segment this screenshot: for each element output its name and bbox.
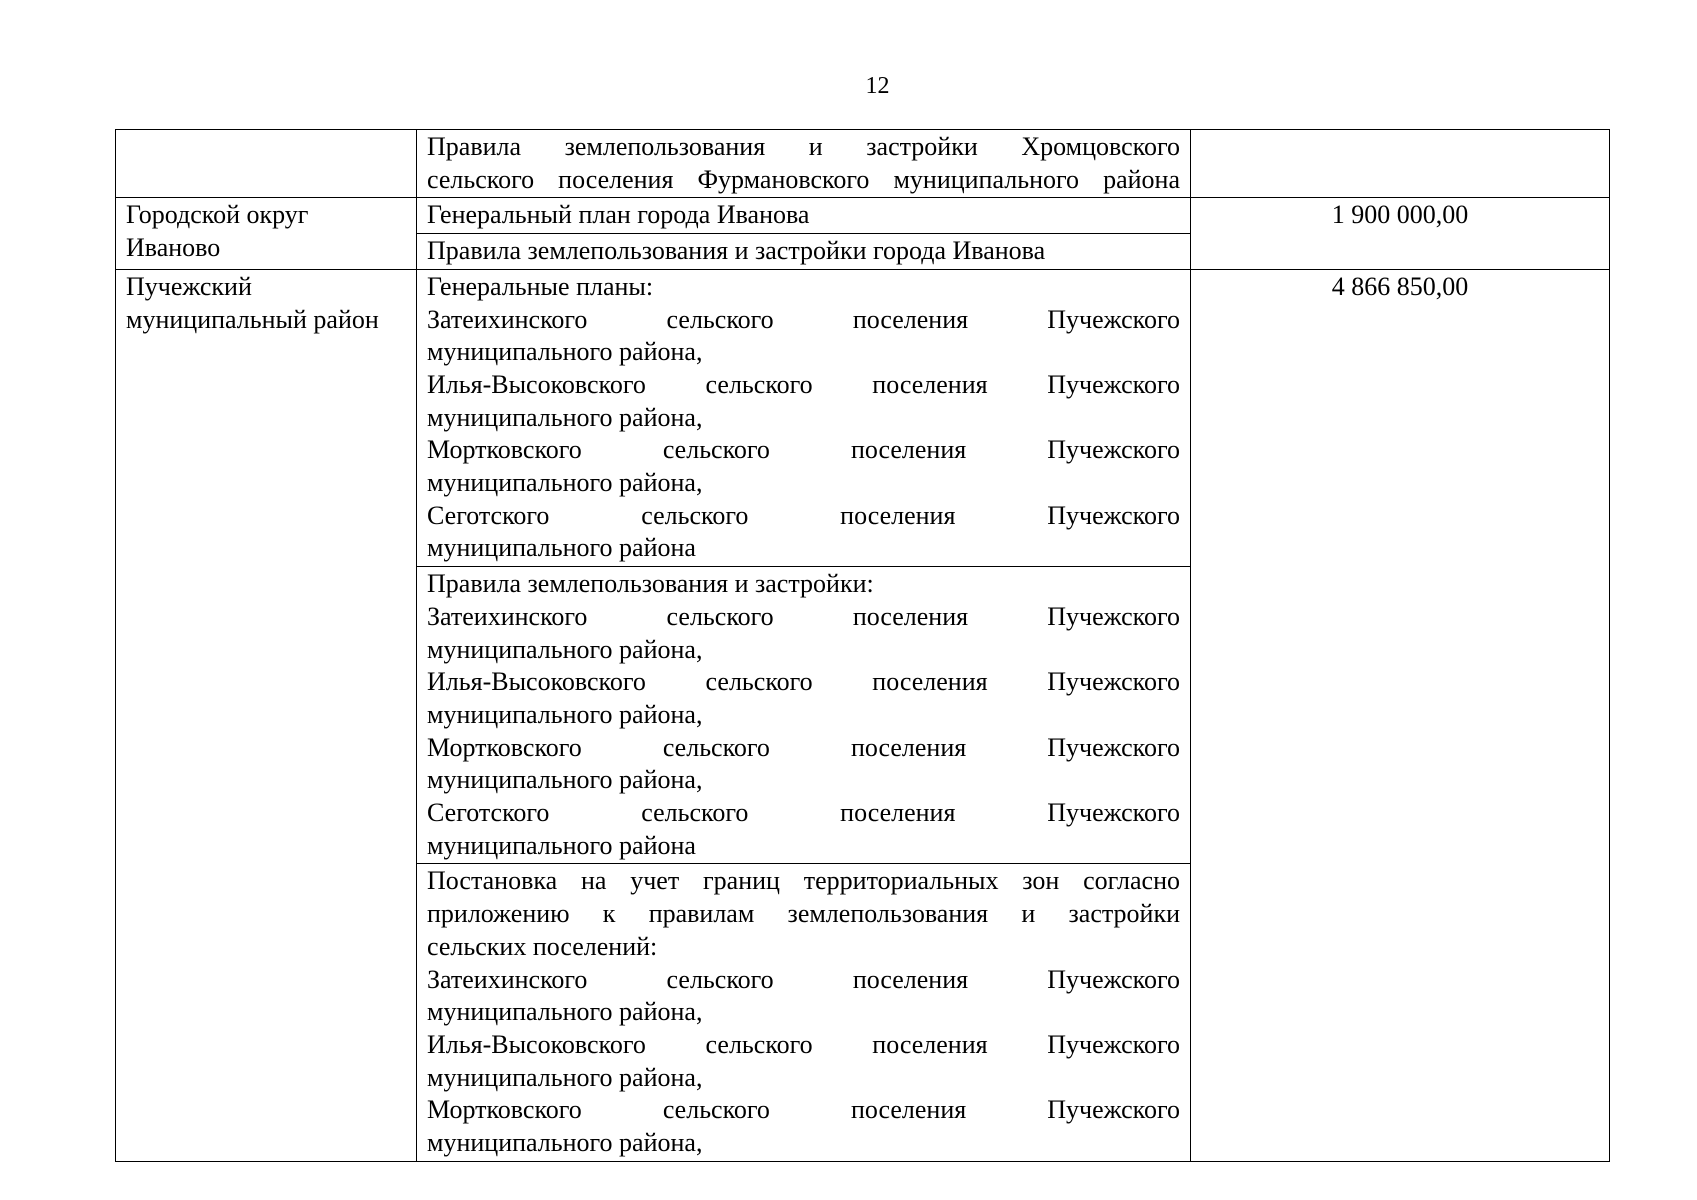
table-cell-document <box>417 567 1191 864</box>
document-line: муниципального района, <box>427 402 703 432</box>
document-line: Правила землепользования и застройки города Иванова <box>427 236 1046 266</box>
table-cell-region <box>116 198 417 269</box>
document-line: Затеихинского сельского поселения Пучежского <box>427 304 1180 334</box>
table-row <box>116 269 1610 566</box>
table-cell-amount <box>1191 130 1610 198</box>
document-line: Мортковского сельского поселения Пучежского <box>427 1095 1180 1125</box>
amount-value: 4 866 850,00 <box>1331 271 1469 301</box>
document-line: Генеральный план города Иванова <box>427 200 810 230</box>
document-line: Илья-Высоковского сельского поселения Пучежского <box>427 1029 1180 1059</box>
table-cell-region <box>116 269 417 1161</box>
document-line: Мортковского сельского поселения Пучежского <box>427 732 1180 762</box>
region-name: Городской округ Иваново <box>126 200 309 263</box>
amount-value: 1 900 000,00 <box>1331 200 1469 230</box>
document-line: Илья-Высоковского сельского поселения Пучежского <box>427 369 1180 399</box>
document-line: муниципального района, <box>427 634 703 664</box>
table-cell-region <box>116 130 417 198</box>
document-heading: Генеральные планы: <box>427 271 654 301</box>
table-cell-document <box>417 234 1191 270</box>
page-number: 12 <box>865 73 890 99</box>
table-cell-document <box>417 864 1191 1161</box>
document-line: Сеготского сельского поселения Пучежского <box>427 798 1180 828</box>
document-heading: Постановка на учет границ территориальных зон согласно <box>427 866 1180 896</box>
document-line: сельского поселения Фурмановского муниципального района <box>427 164 1180 194</box>
document-line: муниципального района, <box>427 765 703 795</box>
region-name: Пучежский муниципальный район <box>126 271 379 334</box>
document-line: Илья-Высоковского сельского поселения Пучежского <box>427 667 1180 697</box>
document-heading: сельских поселений: <box>427 931 658 961</box>
table-row <box>116 130 1610 198</box>
document-heading: приложению к правилам землепользования и застройки <box>427 899 1180 929</box>
table-row <box>116 198 1610 234</box>
document-line: муниципального района, <box>427 468 703 498</box>
document-line: Правила землепользования и застройки Хромцовского <box>427 132 1180 161</box>
document-line: муниципального района, <box>427 337 703 367</box>
table-cell-amount <box>1191 269 1610 1161</box>
document-line: муниципального района, <box>427 1128 703 1158</box>
document-line: Сеготского сельского поселения Пучежского <box>427 500 1180 530</box>
document-line: муниципального района <box>427 830 696 860</box>
table-cell-document <box>417 269 1191 566</box>
document-heading: Правила землепользования и застройки: <box>427 569 874 599</box>
document-line: муниципального района, <box>427 699 703 729</box>
table-cell-document <box>417 198 1191 234</box>
table-cell-document <box>417 130 1191 198</box>
document-line: Мортковского сельского поселения Пучежского <box>427 435 1180 465</box>
document-line: муниципального района, <box>427 997 703 1027</box>
document-line: муниципального района, <box>427 1062 703 1092</box>
table-cell-amount <box>1191 198 1610 269</box>
document-line: Затеихинского сельского поселения Пучежского <box>427 964 1180 994</box>
document-line: Затеихинского сельского поселения Пучежского <box>427 601 1180 631</box>
document-table <box>115 129 1610 1162</box>
document-line: муниципального района <box>427 533 696 563</box>
